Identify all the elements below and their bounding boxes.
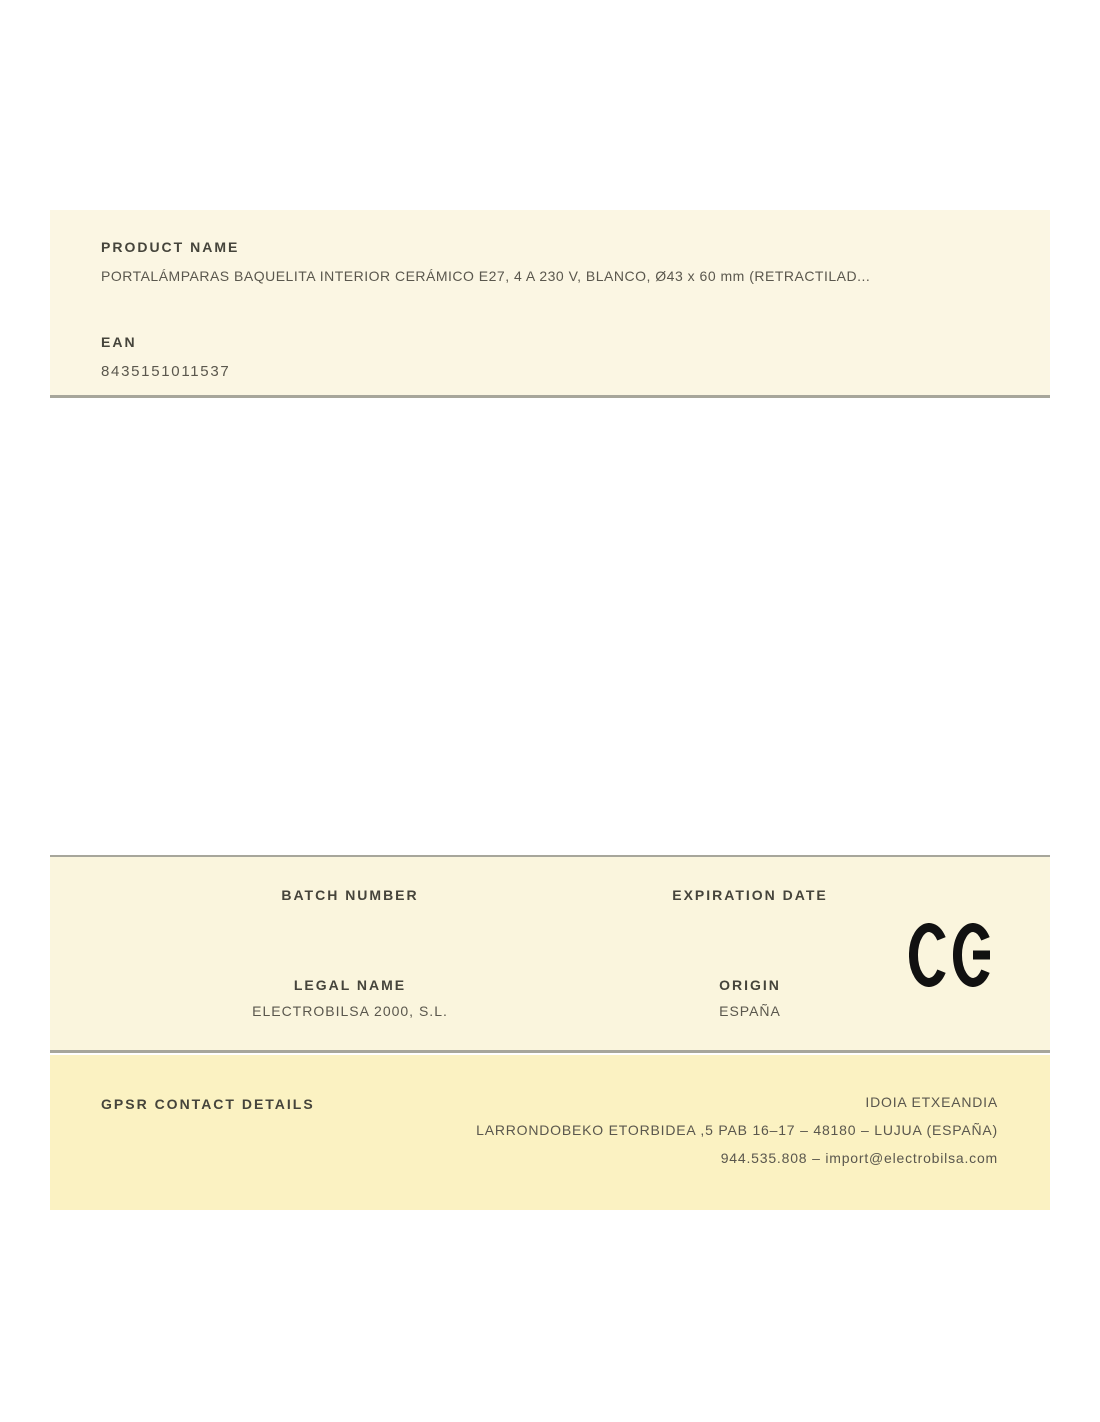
gpsr-contact-section [50,1055,1050,1210]
origin-value: ESPAÑA [719,1003,781,1019]
gpsr-contact-phone-email: 944.535.808 – import@electrobilsa.com [720,1150,998,1166]
ean-value: 8435151011537 [101,363,231,380]
expiration-date-label: EXPIRATION DATE [672,887,828,903]
gpsr-contact-address: LARRONDOBEKO ETORBIDEA ,5 PAB 16–17 – 48180 – LUJUA (ESPAÑA) [476,1122,998,1138]
product-info-section [50,210,1050,398]
batch-legal-section [50,855,1050,1053]
origin-label: ORIGIN [719,977,781,993]
legal-name-value: ELECTROBILSA 2000, S.L. [252,1003,448,1019]
gpsr-contact-block [476,1088,998,1172]
gpsr-contact-name: IDOIA ETXEANDIA [865,1094,998,1110]
product-name-label: PRODUCT NAME [101,239,240,255]
gpsr-contact-details-label: GPSR CONTACT DETAILS [101,1096,315,1112]
product-name-value: PORTALÁMPARAS BAQUELITA INTERIOR CERÁMICO E27, 4 A 230 V, BLANCO, Ø43 x 60 mm (RETRACTILAD... [101,268,871,284]
ce-marking-icon [909,923,993,987]
legal-name-label: LEGAL NAME [293,977,407,993]
batch-number-label: BATCH NUMBER [281,887,419,903]
ean-label: EAN [101,334,137,350]
